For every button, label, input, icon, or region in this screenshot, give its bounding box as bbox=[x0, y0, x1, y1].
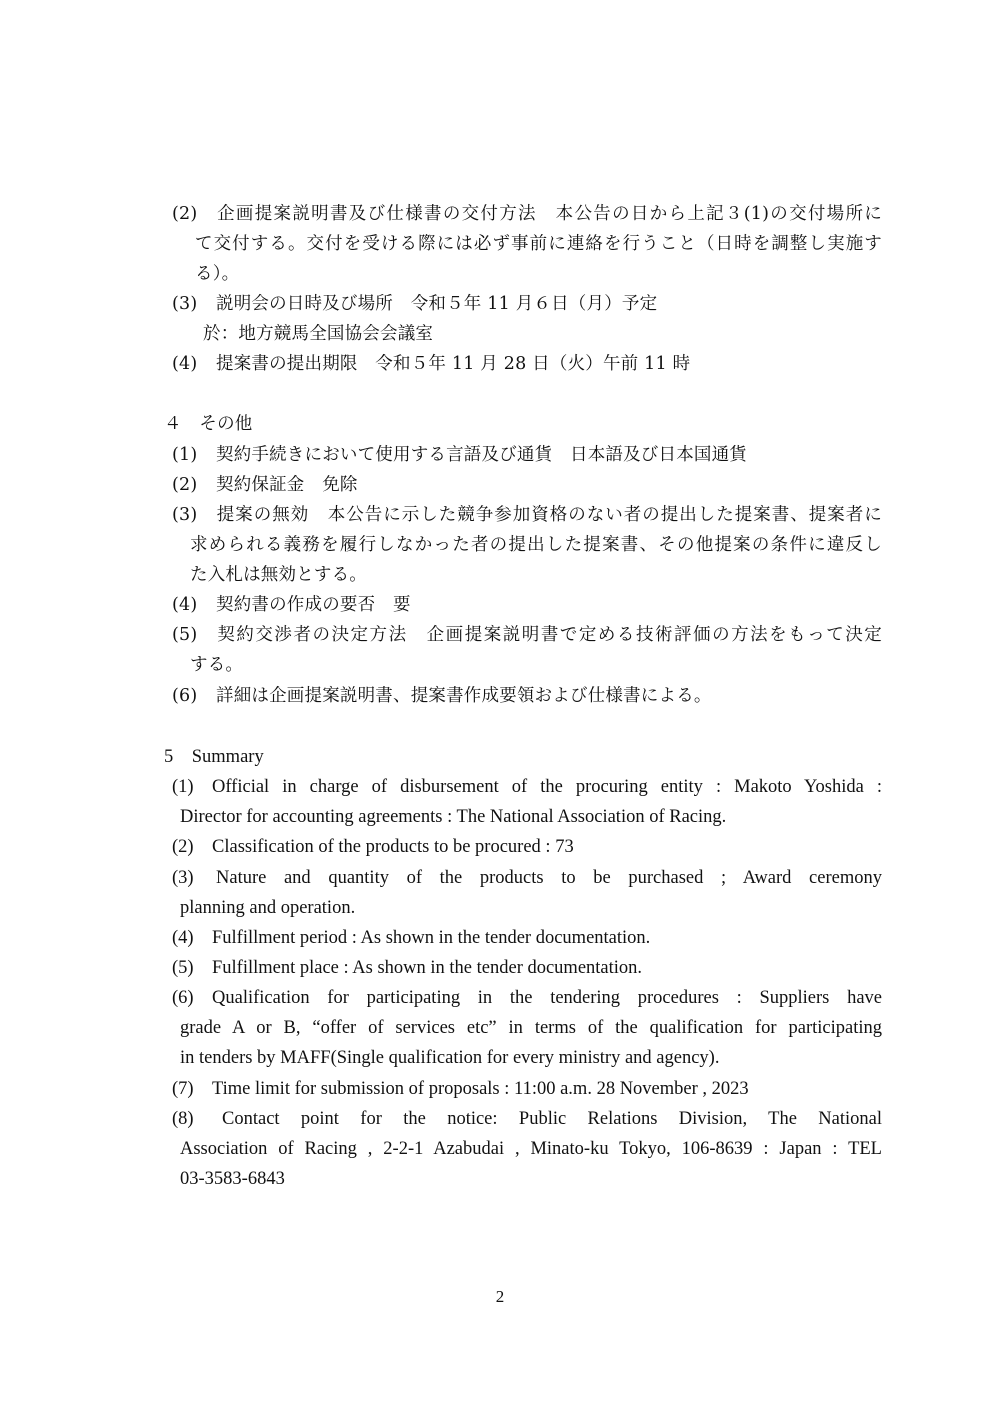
item-text: Classification of the products to be procured : 73 bbox=[212, 837, 574, 857]
item-5-8-continuation: Association of Racing , 2-2-1 Azabudai , Minato-ku Tokyo, 106-8639 : Japan : TEL bbox=[180, 1139, 882, 1159]
item-text: Nature and quantity of the products to be purchased ; Award ceremony bbox=[216, 868, 882, 888]
item-number: (6) bbox=[172, 686, 198, 706]
item-text: 説明会の日時及び場所 令和５年 11 月６日（月）予定 bbox=[216, 294, 658, 314]
item-5-1 bbox=[172, 772, 882, 802]
item-number: (3) bbox=[172, 294, 198, 314]
item-5-6-continuation: in tenders by MAFF(Single qualification for every ministry and agency). bbox=[180, 1048, 720, 1068]
item-text: 提案書の提出期限 令和５年 11 月 28 日（火）午前 11 時 bbox=[216, 354, 691, 374]
item-5-3 bbox=[172, 863, 882, 893]
item-4-3 bbox=[172, 500, 882, 530]
item-number: (3) bbox=[172, 868, 194, 888]
item-4-3-continuation: た入札は無効とする。 bbox=[190, 565, 367, 585]
item-4-2 bbox=[172, 470, 358, 500]
item-5-2 bbox=[172, 832, 574, 862]
item-4-4 bbox=[172, 590, 411, 620]
item-5-1-continuation: Director for accounting agreements : The National Association of Racing. bbox=[180, 807, 727, 827]
item-4-1 bbox=[172, 440, 747, 470]
item-3-2-continuation: て交付する。交付を受ける際には必ず事前に連絡を行うこと（日時を調整し実施す bbox=[195, 234, 882, 254]
item-4-3-continuation: 求められる義務を履行しなかった者の提出した提案書、その他提案の条件に違反し bbox=[190, 535, 882, 555]
item-number: (3) bbox=[172, 505, 198, 525]
item-5-3-continuation: planning and operation. bbox=[180, 898, 356, 918]
item-5-5 bbox=[172, 953, 642, 983]
item-number: (7) bbox=[172, 1079, 194, 1099]
item-4-5-continuation: する。 bbox=[190, 655, 244, 675]
item-text: 契約手続きにおいて使用する言語及び通貨 日本語及び日本国通貨 bbox=[216, 445, 747, 465]
section-5-heading: 5 Summary bbox=[164, 747, 264, 767]
item-number: (1) bbox=[172, 445, 198, 465]
item-text: Fulfillment period : As shown in the tender documentation. bbox=[212, 928, 651, 948]
item-text: Time limit for submission of proposals : 11:00 a.m. 28 November , 2023 bbox=[212, 1079, 749, 1099]
item-3-3 bbox=[172, 289, 657, 319]
item-text: 契約保証金 免除 bbox=[216, 475, 358, 495]
item-3-2 bbox=[172, 199, 882, 229]
section-4-heading: ４ その他 bbox=[164, 414, 253, 434]
item-3-2-continuation: る）。 bbox=[195, 264, 240, 284]
item-number: (1) bbox=[172, 777, 194, 797]
item-number: (4) bbox=[172, 595, 198, 615]
item-text: 企画提案説明書及び仕様書の交付方法 本公告の日から上記３(1)の交付場所に bbox=[216, 204, 882, 224]
item-number: (8) bbox=[172, 1109, 194, 1129]
item-number: (5) bbox=[172, 625, 198, 645]
item-5-6-continuation: grade A or B, “offer of services etc” in terms of the qualification for participating bbox=[180, 1018, 882, 1038]
item-text: 提案の無効 本公告に示した競争参加資格のない者の提出した提案書、提案者に bbox=[216, 505, 882, 525]
item-text: Fulfillment place : As shown in the tender documentation. bbox=[212, 958, 643, 978]
item-5-8-continuation: 03-3583-6843 bbox=[180, 1169, 285, 1189]
item-number: (4) bbox=[172, 928, 194, 948]
item-5-7 bbox=[172, 1074, 749, 1104]
item-3-3-continuation: 於：地方競馬全国協会会議室 bbox=[203, 324, 434, 344]
item-5-6 bbox=[172, 983, 882, 1013]
item-text: 契約書の作成の要否 要 bbox=[216, 595, 411, 615]
item-number: (5) bbox=[172, 958, 194, 978]
item-text: Contact point for the notice: Public Relations Division, The National bbox=[222, 1109, 882, 1129]
item-text: Official in charge of disbursement of the procuring entity : Makoto Yoshida : bbox=[212, 777, 882, 797]
item-number: (2) bbox=[172, 204, 198, 224]
item-text: Qualification for participating in the tendering procedures : Suppliers have bbox=[212, 988, 882, 1008]
item-number: (2) bbox=[172, 837, 194, 857]
item-number: (2) bbox=[172, 475, 198, 495]
item-5-4 bbox=[172, 923, 650, 953]
item-number: (6) bbox=[172, 988, 194, 1008]
page-number: 2 bbox=[495, 1287, 505, 1306]
item-4-6 bbox=[172, 681, 712, 711]
item-text: 詳細は企画提案説明書、提案書作成要領および仕様書による。 bbox=[216, 686, 712, 706]
item-number: (4) bbox=[172, 354, 198, 374]
item-4-5 bbox=[172, 620, 882, 650]
item-5-8 bbox=[172, 1104, 882, 1134]
item-3-4 bbox=[172, 349, 690, 379]
item-text: 契約交渉者の決定方法 企画提案説明書で定める技術評価の方法をもって決定 bbox=[216, 625, 882, 645]
